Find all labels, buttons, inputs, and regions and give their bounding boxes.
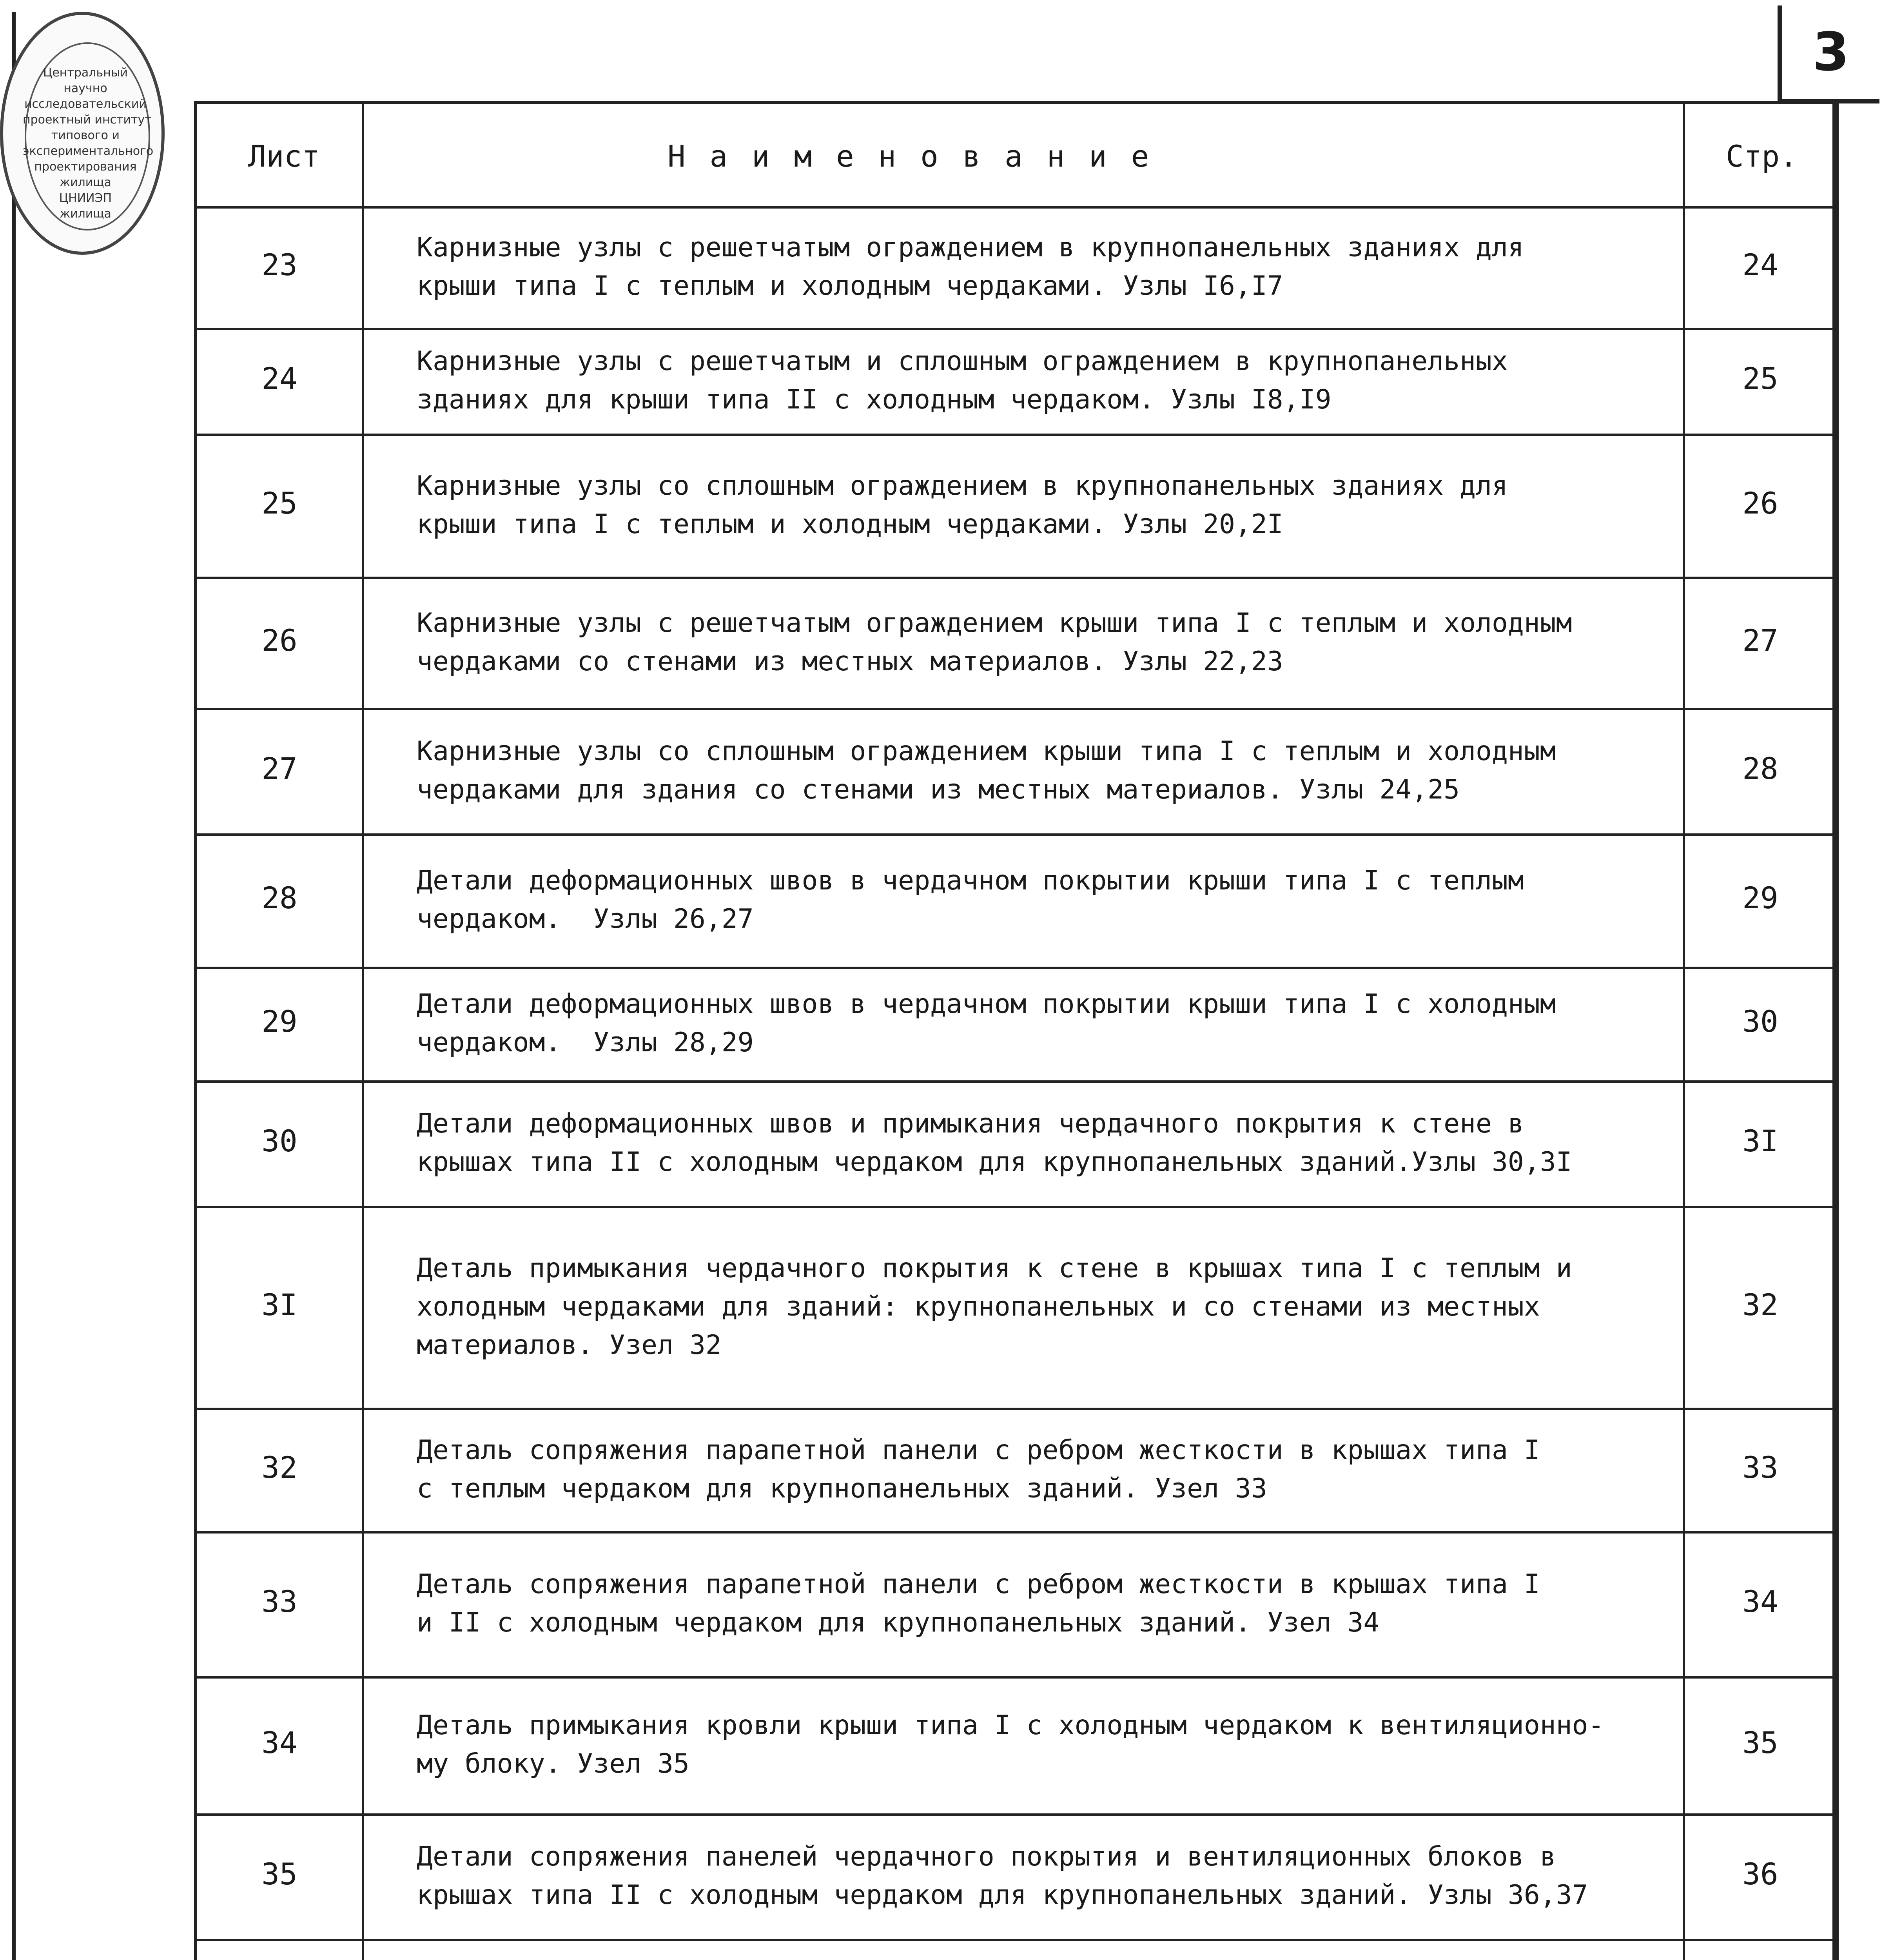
row-sheet-number: 3I: [261, 1287, 297, 1322]
row-title: Деталь примыкания чердачного покрытия к стене в крышах типа I с теплым и холодным чердаками для зданий: крупнопанельных и со стенами из местных материалов. Узел 32: [417, 1252, 1572, 1361]
row-page-number: 26: [1742, 485, 1778, 521]
row-title: Деталь сопряжения парапетной панели с ребром жесткости в крышах типа I и II с холодным чердаком для крупнопанельных зданий. Узел 34: [417, 1569, 1540, 1638]
row-page-number: 36: [1742, 1857, 1778, 1891]
row-divider: [197, 577, 1832, 579]
header-sheet: Лист: [248, 139, 320, 174]
row-page-number: 3I: [1742, 1123, 1778, 1158]
stamp-text-line: экспериментального: [23, 144, 154, 158]
row-divider: [197, 833, 1832, 836]
row-title: Детали деформационных швов в чердачном покрытии крыши типа I с холодным чердаком. Узлы 28,29: [417, 989, 1556, 1058]
row-divider: [197, 967, 1832, 969]
row-divider: [197, 1813, 1832, 1816]
row-page-number: 33: [1742, 1450, 1778, 1485]
frame-left-border: [12, 12, 16, 1960]
row-divider: [197, 328, 1832, 330]
row-page-number: 24: [1742, 247, 1778, 282]
row-sheet-number: 33: [261, 1584, 297, 1619]
row-sheet-number: 34: [261, 1725, 297, 1760]
row-page-number: 30: [1742, 1004, 1778, 1039]
page-number: 3: [1812, 21, 1849, 83]
institute-stamp: [0, 12, 165, 255]
header-divider: [197, 206, 1832, 209]
header-name: Н а и м е н о в а н и е: [668, 139, 1152, 174]
stamp-text-line: проектный институт: [23, 113, 152, 127]
row-divider: [197, 1676, 1832, 1679]
stamp-text-line: научно: [63, 82, 107, 95]
stamp-text-line: Центральный: [43, 66, 128, 80]
row-page-number: 27: [1742, 622, 1778, 658]
row-title: Детали деформационных швов и примыкания чердачного покрытия к стене в крышах типа II с холодным чердаком для крупнопанельных зданий.Узлы 30,3I: [417, 1108, 1572, 1178]
row-sheet-number: 24: [261, 361, 297, 396]
stamp-text-line: типового и: [51, 129, 120, 142]
row-sheet-number: 25: [261, 485, 297, 521]
row-title: Детали деформационных швов в чердачном покрытии крыши типа I с теплым чердаком. Узлы 26,27: [417, 865, 1524, 935]
row-sheet-number: 35: [261, 1857, 297, 1891]
row-divider: [197, 1531, 1832, 1534]
row-title: Детали сопряжения панелей чердачного покрытия и вентиляционных блоков в крышах типа II с холодным чердаком для крупнопанельных зданий. Узлы 36,37: [417, 1841, 1588, 1911]
row-divider: [197, 1080, 1832, 1083]
row-divider: [197, 1206, 1832, 1208]
row-title: Карнизные узлы со сплошным ограждением крыши типа I с теплым и холодным чердаками для здания со стенами из местных материалов. Узлы 24,25: [417, 736, 1556, 805]
page-number-box: [1778, 5, 1879, 103]
row-divider: [197, 434, 1832, 436]
row-divider: [197, 1408, 1832, 1410]
row-title: Карнизные узлы со сплошным ограждением в крупнопанельных зданиях для крыши типа I с теплым и холодным чердаками. Узлы 20,2I: [417, 470, 1508, 540]
stamp-text-line: проектирования: [34, 160, 137, 174]
row-page-number: 32: [1742, 1287, 1778, 1322]
stamp-text-line: исследовательский: [24, 97, 147, 111]
header-page: Стр.: [1726, 139, 1798, 174]
contents-table: [194, 101, 1836, 1960]
row-title: Карнизные узлы с решетчатым ограждением в крупнопанельных зданиях для крыши типа I с теплым и холодным чердаками. Узлы I6,I7: [417, 232, 1524, 301]
row-title: Карнизные узлы с решетчатым ограждением крыши типа I с теплым и холодным чердаками со стенами из местных материалов. Узлы 22,23: [417, 607, 1572, 677]
row-sheet-number: 30: [261, 1123, 297, 1158]
stamp-text-line: ЦНИИЭП: [59, 191, 112, 205]
row-page-number: 34: [1742, 1584, 1778, 1619]
row-sheet-number: 23: [261, 247, 297, 282]
stamp-text-line: жилища: [60, 207, 111, 221]
row-sheet-number: 32: [261, 1450, 297, 1485]
row-title: Карнизные узлы с решетчатым и сплошным ограждением в крупнопанельных зданиях для крыши типа II с холодным чердаком. Узлы I8,I9: [417, 346, 1508, 415]
row-sheet-number: 29: [261, 1004, 297, 1039]
row-sheet-number: 26: [261, 622, 297, 658]
row-divider: [197, 1939, 1832, 1941]
row-page-number: 28: [1742, 751, 1778, 786]
row-page-number: 29: [1742, 880, 1778, 915]
row-divider: [197, 708, 1832, 710]
column-divider-sheet: [362, 104, 364, 1960]
row-page-number: 35: [1742, 1725, 1778, 1760]
row-title: Деталь примыкания кровли крыши типа I с холодным чердаком к вентиляционно- му блоку. Узел 35: [417, 1710, 1604, 1779]
row-title: Деталь сопряжения парапетной панели с ребром жесткости в крышах типа I с теплым чердаком для крупнопанельных зданий. Узел 33: [417, 1434, 1540, 1504]
row-page-number: 25: [1742, 361, 1778, 396]
row-sheet-number: 27: [261, 751, 297, 786]
row-sheet-number: 28: [261, 880, 297, 915]
stamp-text-line: жилища: [60, 176, 111, 189]
